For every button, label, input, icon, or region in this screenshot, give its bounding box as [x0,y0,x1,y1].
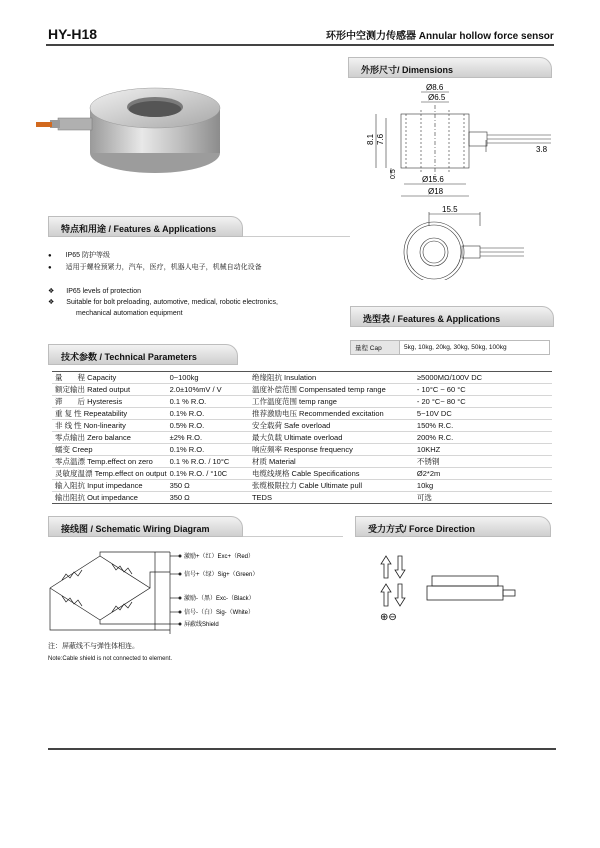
param-value: 350 Ω [167,492,249,504]
features-list [48,250,348,319]
param-label: 张缆极限拉力 Cable Ultimate pull [249,480,414,492]
param-value: 0.1 % R.O. [167,396,249,408]
selection-label: 量程 Cap [351,341,400,355]
param-label: 安全载荷 Safe overload [249,420,414,432]
section-tab-technical: 技术参数 / Technical Parameters [48,344,238,365]
dim-d4: Ø18 [428,187,444,196]
feature-cn-2: ● 适用于螺栓预紧力，汽车，医疗，机器人电子，机械自动化设备 [48,264,262,271]
param-label: 非 线 性 Non-linearity [52,420,167,432]
param-row [52,420,552,432]
param-label: 输入阻抗 Input impedance [52,480,167,492]
wire-label-sig-plus: 信号+（绿）Sig+（Green） [184,572,259,578]
param-label: 输出阻抗 Out impedance [52,492,167,504]
param-label: 材质 Material [249,456,414,468]
param-row [52,396,552,408]
param-label: TEDS [249,492,414,504]
wire-label-shield: 屏蔽线Shield [184,622,219,628]
feature-en-2: ❖ Suitable for bolt preloading, automotive, medical, robotic electronics, [48,299,278,306]
param-row [52,468,552,480]
param-value: Ø2*2m [414,468,552,480]
param-label: 最大负载 Ultimate overload [249,432,414,444]
param-value: 10KHZ [414,444,552,456]
dim-top-width: 15.5 [442,205,458,214]
param-label: 响应频率 Response frequency [249,444,414,456]
param-value: ±2% R.O. [167,432,249,444]
param-value: 0.1% R.O. / °10C [167,468,249,480]
section-tab-features: 特点和用途 / Features & Applications [48,216,243,237]
param-value: 可选 [414,492,552,504]
param-value: - 10°C ~ 60 °C [414,384,552,396]
dim-d2: Ø6.5 [428,93,446,102]
param-value: 2.0±10%mV / V [167,384,249,396]
param-row [52,480,552,492]
param-label: 额定输出 Rated output [52,384,167,396]
dim-h2: 7.6 [376,133,385,145]
wiring-diagram [40,546,280,636]
param-value: 5~10V DC [414,408,552,420]
section-tab-dimensions: 外形尺寸/ Dimensions [348,57,552,78]
param-label: 绝缘阻抗 Insulation [249,372,414,384]
wire-label-sig-minus: 信号-（白）Sig-（White） [184,610,255,616]
section-tab-wiring: 接线图 / Schematic Wiring Diagram [48,516,243,537]
param-label: 推荐激励电压 Recommended excitation [249,408,414,420]
force-direction-diagram [372,546,552,626]
feature-cn-1: ● IP65 防护等级 [48,252,110,259]
param-label: 蠕变 Creep [52,444,167,456]
param-row [52,432,552,444]
dim-d3: Ø15.6 [422,175,444,184]
dim-h1: 8.1 [366,133,375,145]
wire-label-exc-minus: 激励-（黑）Exc-（Black） [184,596,255,602]
param-label: 灵敏度温漂 Temp.effect on output [52,468,167,480]
param-value: 0.1 % R.O. / 10°C [167,456,249,468]
param-row [52,456,552,468]
dimension-drawing-side [346,80,556,210]
dim-h3: 0.5 [390,169,397,179]
wire-label-exc-plus: 激励+（红）Exc+（Red） [184,554,255,560]
param-value: 0.1% R.O. [167,408,249,420]
section-tab-force: 受力方式/ Force Direction [355,516,551,537]
section-tab-selection: 选型表 / Features & Applications [350,306,554,327]
param-value: ≥5000MΩ/100V DC [414,372,552,384]
param-value: 0.1% R.O. [167,444,249,456]
param-value: 0.5% R.O. [167,420,249,432]
param-label: 重 复 性 Repeatability [52,408,167,420]
param-value: 350 Ω [167,480,249,492]
param-row [52,444,552,456]
param-value: 150% R.C. [414,420,552,432]
section-rule-wiring [243,536,343,537]
param-value: 0~100kg [167,372,249,384]
selection-table [350,340,550,355]
feature-en-3: mechanical automation equipment [76,310,183,317]
param-value: 10kg [414,480,552,492]
param-label: 量 程 Capacity [52,372,167,384]
dimension-drawing-top [346,200,556,280]
param-row [52,384,552,396]
param-value: 不锈钢 [414,456,552,468]
param-label: 零点输出 Zero balance [52,432,167,444]
params-table [52,371,552,504]
param-value: - 20 °C~ 80 °C [414,396,552,408]
footer-divider [48,748,556,750]
section-rule-features [243,236,350,237]
param-value: 200% R.C. [414,432,552,444]
force-polarity-symbol: ⊕⊖ [380,612,397,623]
product-subtitle: 环形中空测力传感器 Annular hollow force sensor [326,31,554,42]
param-row [52,372,552,384]
model-title: HY-H18 [48,26,98,42]
selection-value: 5kg, 10kg, 20kg, 30kg, 50kg, 100kg [400,341,550,355]
param-label: 零点温漂 Temp.effect on zero [52,456,167,468]
dim-side: 3.8 [536,145,548,154]
dim-d1: Ø8.6 [426,83,444,92]
param-label: 电缆线规格 Cable Specifications [249,468,414,480]
param-label: 工作温度范围 temp range [249,396,414,408]
note-cn: 注：屏蔽线不与弹性体相连。 [48,643,139,650]
param-row [52,408,552,420]
product-photo [32,78,232,178]
param-label: 滞 后 Hysteresis [52,396,167,408]
param-label: 温度补偿范围 Compensated temp range [249,384,414,396]
note-en: Note:Cable shield is not connected to element. [48,656,173,662]
header-divider [46,44,554,46]
feature-en-1: ❖ IP65 levels of protection [48,288,141,295]
param-row [52,492,552,504]
